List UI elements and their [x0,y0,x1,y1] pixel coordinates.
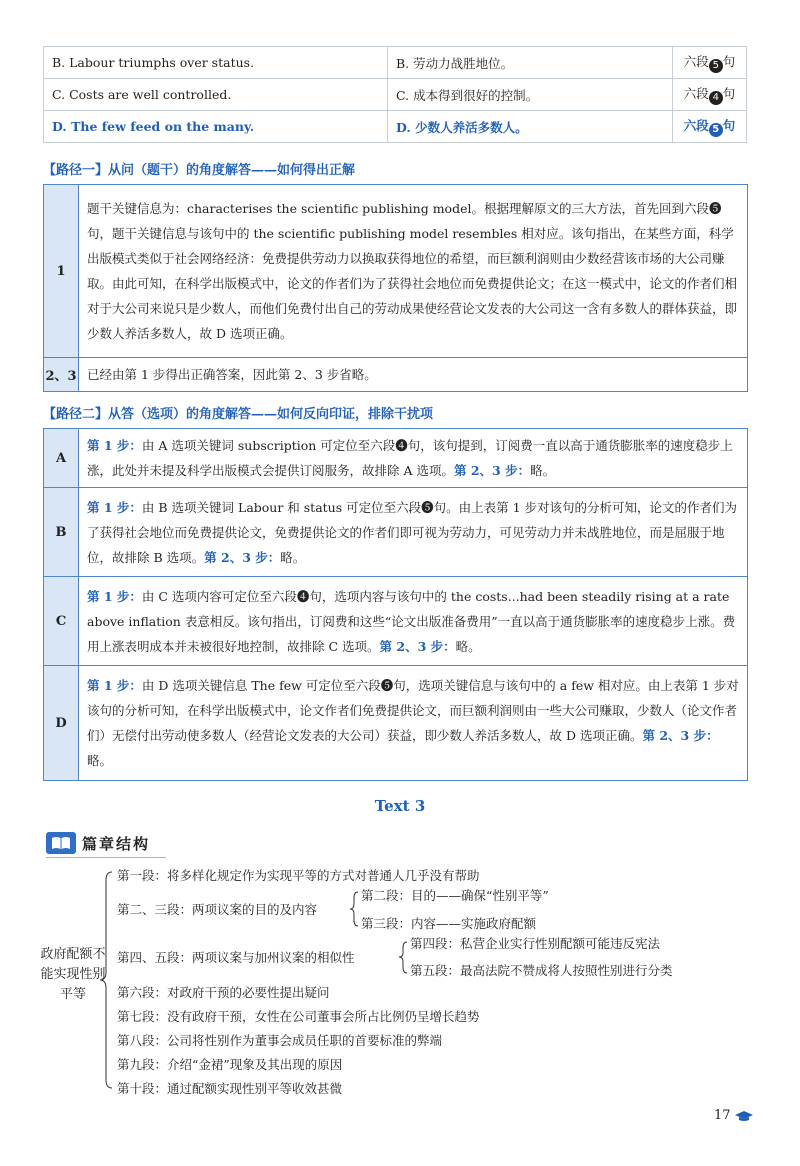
option-location: 六段 5 句 [673,111,747,143]
option-en: B. Labour triumphs over status. [44,47,388,79]
option-analysis: 第 1 步：由 A 选项关键词 subscription 可定位至六段❹句，该句提到，订阅费一直以高于通货膨胀率的速度稳步上涨，此处并未提及科学出版模式会提供订阅服务，故排除 A 选项。第 2、3 步：略。 [79,429,748,488]
step-label: 1 [44,185,79,358]
outline-item: 第一段：将多样化规定作为实现平等的方式对普通人几乎没有帮助 [117,868,480,883]
option-location: 六段 4 句 [673,79,747,111]
option-zh: D. 少数人养活多数人。 [388,111,673,143]
option-analysis: 第 1 步：由 C 选项内容可定位至六段❹句，选项内容与该句中的 the costs...had been steadily rising at a rate above inflation 表意相反。该句指出，订阅费和这些“论文出版准备费用”一直以高于通货膨胀率的速度稳步上涨。费用上涨表明成本并未被很好地控制，故排除 C 选项。第 2、3 步：略。 [79,577,748,666]
text3-title: Text 3 [374,797,426,815]
option-zh: C. 成本得到很好的控制。 [388,79,673,111]
outline-item: 第七段：没有政府干预，女性在公司董事会所占比例仍呈增长趋势 [117,1009,480,1024]
option-analysis: 第 1 步：由 B 选项关键词 Labour 和 status 可定位至六段❺句。由上表第 1 步对该句的分析可知，论文的作者们为了获得社会地位而免费提供论文，免费提供论文的作者们即可视为劳动力，可见劳动力并未战胜地位，而是屈服于地位，故排除 B 选项。第 2、3 步：略。 [79,488,748,577]
outline-item: 第八段：公司将性别作为董事会成员任职的首要标准的弊端 [117,1033,443,1048]
outline-subitem: 第三段：内容——实施政府配额 [361,916,537,931]
outline-item: 第十段：通过配额实现性别平等收效甚微 [117,1081,343,1096]
option-en: C. Costs are well controlled. [44,79,388,111]
outline-subitem: 第五段：最高法院不赞成将人按照性别进行分类 [410,963,673,978]
step-text: 已经由第 1 步得出正确答案，因此第 2、3 步省略。 [79,358,748,392]
outline-item: 第六段：对政府干预的必要性提出疑问 [117,985,330,1000]
section-title: 篇章结构 [82,834,151,853]
option-analysis: 第 1 步：由 D 选项关键信息 The few 可定位至六段❺句，选项关键信息与该句中的 a few 相对应。由上表第 1 步对该句的分析可知，在科学出版模式中，论文作者们免费提供论文，而巨额利润则由一些大公司赚取，少数人（论文作者们）无偿付出劳动使多数人（经营论文发表的大公司）获益，即少数人养活多数人，故 D 选项正确。第 2、3 步：略。 [79,666,748,781]
step-label: 2、3 [44,358,79,392]
option-zh: B. 劳动力战胜地位。 [388,47,673,79]
outline-subitem: 第二段：目的——确保“性别平等” [361,888,549,903]
path1-heading: 【路径一】从问（题干）的角度解答——如何得出正解 [43,163,356,178]
option-location: 六段 5 句 [673,47,747,79]
circled-number: 5 [709,123,723,137]
outline-item: 第二、三段：两项议案的目的及内容 [117,902,318,917]
path2-heading: 【路径二】从答（选项）的角度解答——如何反向印证，排除干扰项 [43,407,434,422]
page-number: 17 [714,1108,754,1123]
step-text: 题干关键信息为：characterises the scientific publishing model。根据理解原文的三大方法，首先回到六段❺句，题干关键信息与该句中的 the scientific publishing model resembles 相对应。该句指出，在某些方面，科学出版模式类似于社会网络经济：免费提供劳动力以换取获得地位的希望，而巨额利润则由少数经营该市场的大公司赚取。由此可知，在科学出版模式中，论文的作者们为了获得社会地位而免费提供论文；在这一模式中，论文的作者们相对于大公司来说只是少数人，而他们免费付出自己的劳动成果使经营论文发表的大公司这一含有多数人的群体获益，即少数人养活多数人，故 D 选项正确。 [79,185,748,358]
graduation-cap-icon [734,1110,754,1122]
circled-number: 5 [709,59,723,73]
option-en: D. The few feed on the many. [44,111,388,143]
circled-number: 4 [709,91,723,105]
option-label: A [44,429,79,488]
option-label: C [44,577,79,666]
option-label: D [44,666,79,781]
outline-item: 第九段：介绍“金裙”现象及其出现的原因 [117,1057,343,1072]
option-label: B [44,488,79,577]
outline-root: 政府配额不能实现性别平等 [40,947,106,1002]
outline-subitem: 第四段：私营企业实行性别配额可能违反宪法 [410,936,661,951]
outline-item: 第四、五段：两项议案与加州议案的相似性 [117,950,355,965]
